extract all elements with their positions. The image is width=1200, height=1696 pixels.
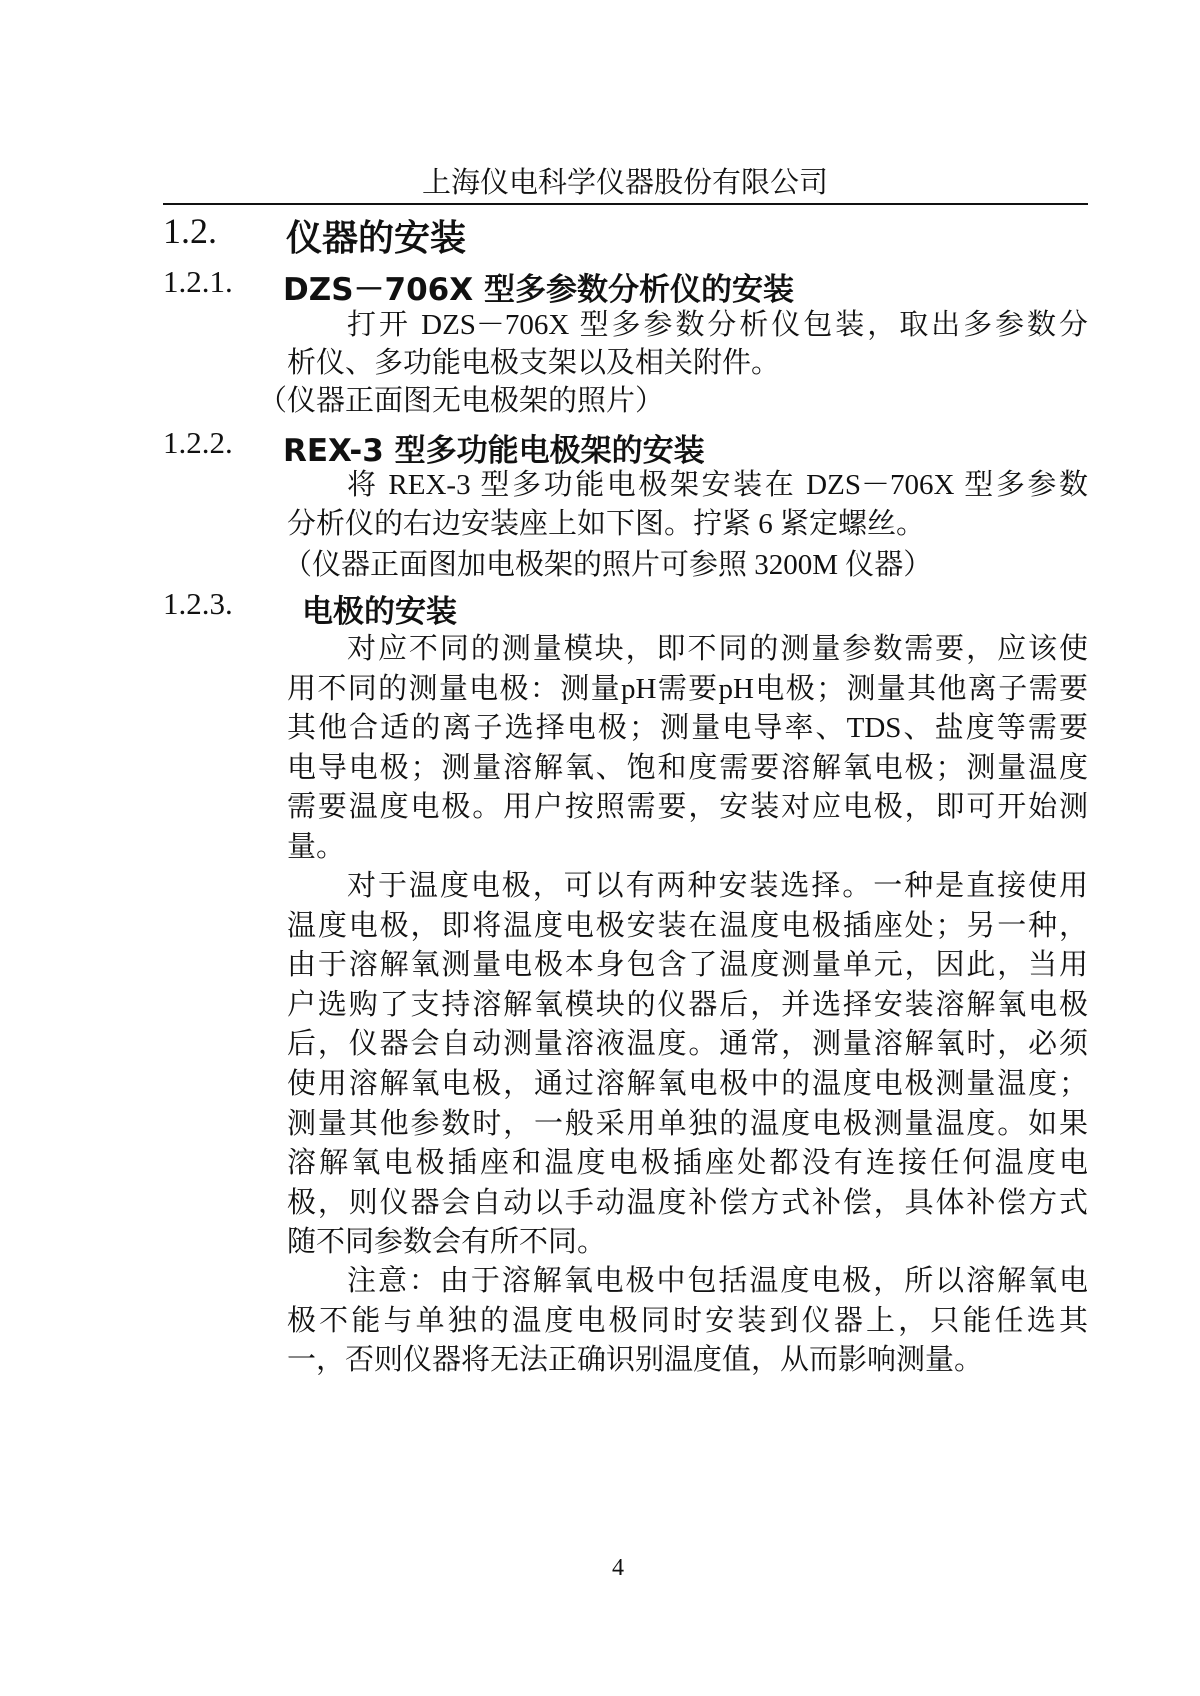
photo-note: （仪器正面图加电极架的照片可参照 3200M 仪器） bbox=[283, 549, 933, 581]
body-line: 随不同参数会有所不同。 bbox=[287, 1226, 607, 1258]
body-line: 需要温度电极。用户按照需要，安装对应电极，即可开始测 bbox=[287, 791, 1088, 823]
body-line: 测量其他参数时，一般采用单独的温度电极测量温度。如果 bbox=[287, 1108, 1088, 1140]
body-line: 电导电极；测量溶解氧、饱和度需要溶解氧电极；测量温度 bbox=[287, 752, 1088, 784]
subsection-number: 1.2.2. bbox=[163, 425, 233, 460]
body-line: 其他合适的离子选择电极；测量电导率、TDS、盐度等需要 bbox=[287, 712, 1088, 744]
body-line: 由于溶解氧测量电极本身包含了温度测量单元，因此，当用 bbox=[287, 949, 1088, 981]
body-line: 温度电极，即将温度电极安装在温度电极插座处；另一种， bbox=[287, 910, 1088, 942]
body-line: 后，仪器会自动测量溶液温度。通常，测量溶解氧时，必须 bbox=[287, 1028, 1088, 1060]
header-rule bbox=[163, 203, 1088, 205]
section-number: 1.2. bbox=[163, 211, 217, 251]
section-title bbox=[286, 210, 466, 261]
body-line: 一，否则仪器将无法正确识别温度值，从而影响测量。 bbox=[287, 1344, 984, 1376]
running-header: 上海仪电科学仪器股份有限公司 bbox=[421, 167, 828, 199]
subsection-title bbox=[302, 586, 457, 631]
body-line: 极不能与单独的温度电极同时安装到仪器上，只能任选其 bbox=[287, 1305, 1088, 1337]
body-line: 析仪、多功能电极支架以及相关附件。 bbox=[287, 347, 781, 379]
body-line: 分析仪的右边安装座上如下图。拧紧 6 紧定螺丝。 bbox=[287, 508, 926, 540]
body-line: 对应不同的测量模块，即不同的测量参数需要，应该使 bbox=[347, 633, 1088, 665]
subsection-title-text: REX-3 型多功能电极架的安装 bbox=[283, 433, 705, 469]
subsection-title-text: DZS－706X 型多参数分析仪的安装 bbox=[283, 272, 794, 308]
body-line: 用不同的测量电极：测量pH需要pH电极；测量其他离子需要 bbox=[287, 673, 1088, 705]
body-line: 极，则仪器会自动以手动温度补偿方式补偿，具体补偿方式 bbox=[287, 1187, 1088, 1219]
body-line: 打开 DZS－706X 型多参数分析仪包装，取出多参数分 bbox=[347, 309, 1088, 341]
subsection-number: 1.2.1. bbox=[163, 264, 233, 299]
subsection-title bbox=[283, 264, 794, 309]
section-title-text: 仪器的安装 bbox=[286, 218, 467, 259]
body-line: 对于温度电极，可以有两种安装选择。一种是直接使用 bbox=[347, 870, 1088, 902]
subsection-title bbox=[283, 425, 705, 470]
body-line: 量。 bbox=[287, 831, 346, 863]
photo-note: （仪器正面图无电极架的照片） bbox=[258, 385, 665, 417]
body-line: 将 REX-3 型多功能电极架安装在 DZS－706X 型多参数 bbox=[347, 469, 1088, 501]
body-line: 注意：由于溶解氧电极中包括温度电极，所以溶解氧电 bbox=[347, 1265, 1088, 1297]
subsection-number: 1.2.3. bbox=[163, 586, 233, 621]
body-line: 溶解氧电极插座和温度电极插座处都没有连接任何温度电 bbox=[287, 1147, 1088, 1179]
body-line: 户选购了支持溶解氧模块的仪器后，并选择安装溶解氧电极 bbox=[287, 989, 1088, 1021]
subsection-title-text: 电极的安装 bbox=[302, 594, 457, 630]
page-number: 4 bbox=[612, 1555, 624, 1581]
body-line: 使用溶解氧电极，通过溶解氧电极中的温度电极测量温度； bbox=[287, 1068, 1088, 1100]
